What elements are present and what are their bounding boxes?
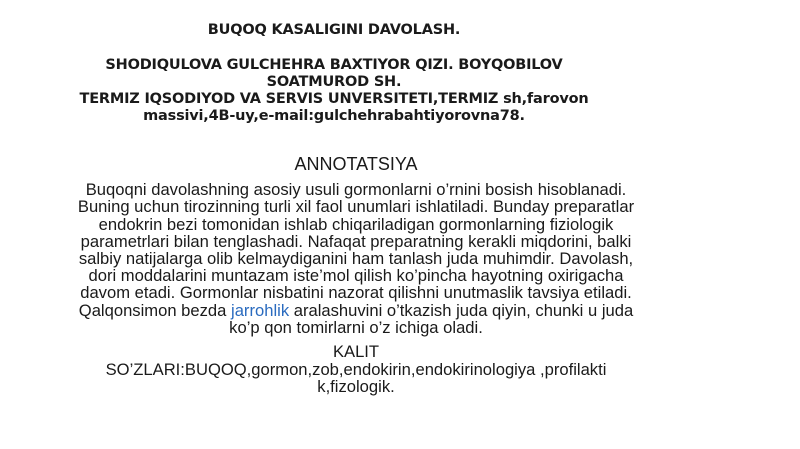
affiliation-line-2: massivi,4B-uy,e-mail:gulchehrabahtiyorovna78. — [143, 108, 525, 124]
abstract-text-part-2: aralashuvini o’tkazish juda qiyin, chunki u juda ko’p qon tomirlarni o’z ichiga oladi. — [229, 300, 634, 337]
keywords-line-3: k,fizologik. — [317, 377, 395, 397]
surgery-link[interactable]: jarrohlik — [231, 300, 290, 320]
keywords-line-1: KALIT — [332, 342, 380, 362]
abstract-section — [60, 156, 652, 396]
authors-line-1: SHODIQULOVA GULCHEHRA BAXTIYOR QIZI. BOYQOBILOV — [105, 57, 563, 73]
abstract-body — [68, 181, 644, 336]
authors-line-2: SOATMUROD SH. — [266, 74, 402, 90]
keywords-line-2: SO’ZLARI:BUQOQ,gormon,zob,endokirin,endokirinologiya ,profilakti — [105, 359, 607, 379]
abstract-heading: ANNOTATSIYA — [294, 154, 418, 174]
document-header — [64, 22, 604, 125]
affiliation-line-1: TERMIZ IQSODIYOD VA SERVIS UNVERSITETI,TERMIZ sh,farovon — [79, 91, 589, 107]
keywords — [60, 343, 652, 396]
document-title: BUQOQ KASALIGINI DAVOLASH. — [207, 22, 461, 38]
abstract-text-part-1: Buqoqni davolashning asosiy usuli gormonlarni o’rnini bosish hisoblanadi. Buning uchun tirozinning turli xil faol unumlari ishlatiladi. Bunday preparatlar endokrin bezi tomonidan ishlab chiqariladigan gormonlarning fiziologik parametrlari bilan tenglashadi. Nafaqat preparatning kerakli miqdorini, balki salbiy natijalarga olib kelmaydiganini ham tanlash juda muhimdir. Davolash, dori moddalarini muntazam iste’mol qilish ko’pincha hayotning oxirigacha davom etadi. Gormonlar nisbatini nazorat qilishni unutmaslik tavsiya etiladi. Qalqonsimon bezda — [77, 180, 635, 320]
